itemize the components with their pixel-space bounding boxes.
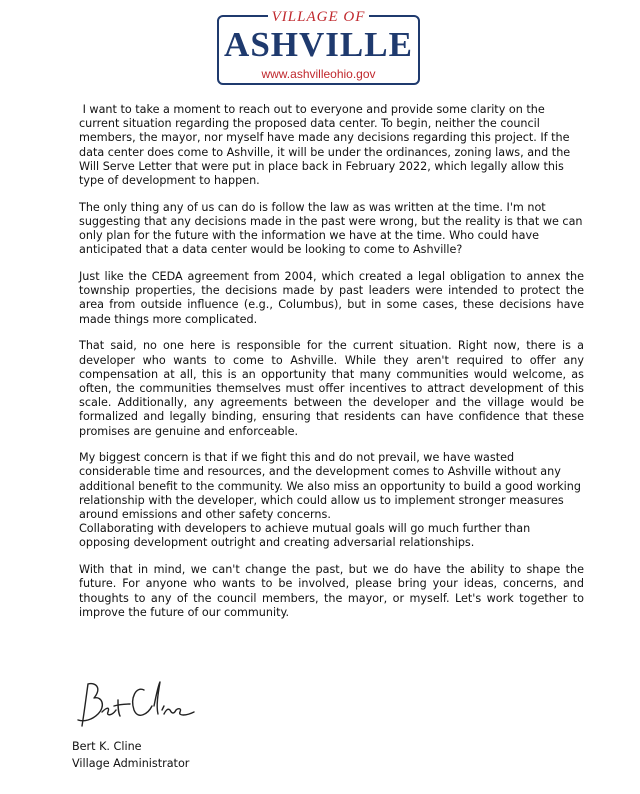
letter-body <box>79 103 584 633</box>
paragraph-6: With that in mind, we can't change the past, but we do have the ability to shape the future. For anyone who wants to be involved, please bring your ideas, concerns, and thoughts to any of the council members, the mayor, or myself. Let's work together to improve the future of our community. <box>79 563 584 619</box>
paragraph-5-continued: Collaborating with developers to achieve mutual goals will go much further than opposing development outright and creating adversarial relationships. <box>79 522 531 550</box>
paragraph-5: My biggest concern is that if we fight this and do not prevail, we have wasted considerable time and resources, and the development comes to Ashville without any additional benefit to the community. We also miss an opportunity to build a good working relationship with the developer, which could allow us to implement stronger measures around emissions and other safety concerns. <box>79 451 581 522</box>
logo-url: www.ashvilleohio.gov <box>261 67 376 81</box>
paragraph-4: That said, no one here is responsible for the current situation. Right now, there is a developer who wants to come to Ashville. While they aren't required to offer any compensation at all, this is an opportunity that many communities would welcome, as often, the communities themselves must offer incentives to attract development of this scale. Additionally, any agreements between the developer and the village would be formalized and legally binding, ensuring that residents can have confidence that these promises are genuine and enforceable. <box>79 339 584 438</box>
signature <box>72 676 202 736</box>
paragraph-3: Just like the CEDA agreement from 2004, which created a legal obligation to annex the township properties, the decisions made by past leaders were intended to protect the area from outside influence (e.g., Columbus), but in some cases, these decisions have made things more complicated. <box>79 270 584 326</box>
logo-top-text: VILLAGE OF <box>268 9 370 25</box>
signature-block <box>72 738 189 772</box>
logo-main-text: ASHVILLE <box>224 25 413 64</box>
signer-title: Village Administrator <box>72 757 190 770</box>
paragraph-2: The only thing any of us can do is follow the law as was written at the time. I'm not suggesting that any decisions made in the past were wrong, but the reality is that we can only plan for the future with the information we have at the time. Who could have anticipated that a data center would be looking to come to Ashville? <box>79 200 583 257</box>
village-logo <box>217 9 420 85</box>
paragraph-1: I want to take a moment to reach out to everyone and provide some clarity on the current situation regarding the proposed data center. To begin, neither the council members, the mayor, nor myself have made any decisions regarding this project. If the data center does come to Ashville, it will be under the ordinances, zoning laws, and the Will Serve Letter that were put in place back in February 2022, which legally allow this type of development to happen. <box>79 103 574 188</box>
signer-name: Bert K. Cline <box>72 740 142 753</box>
